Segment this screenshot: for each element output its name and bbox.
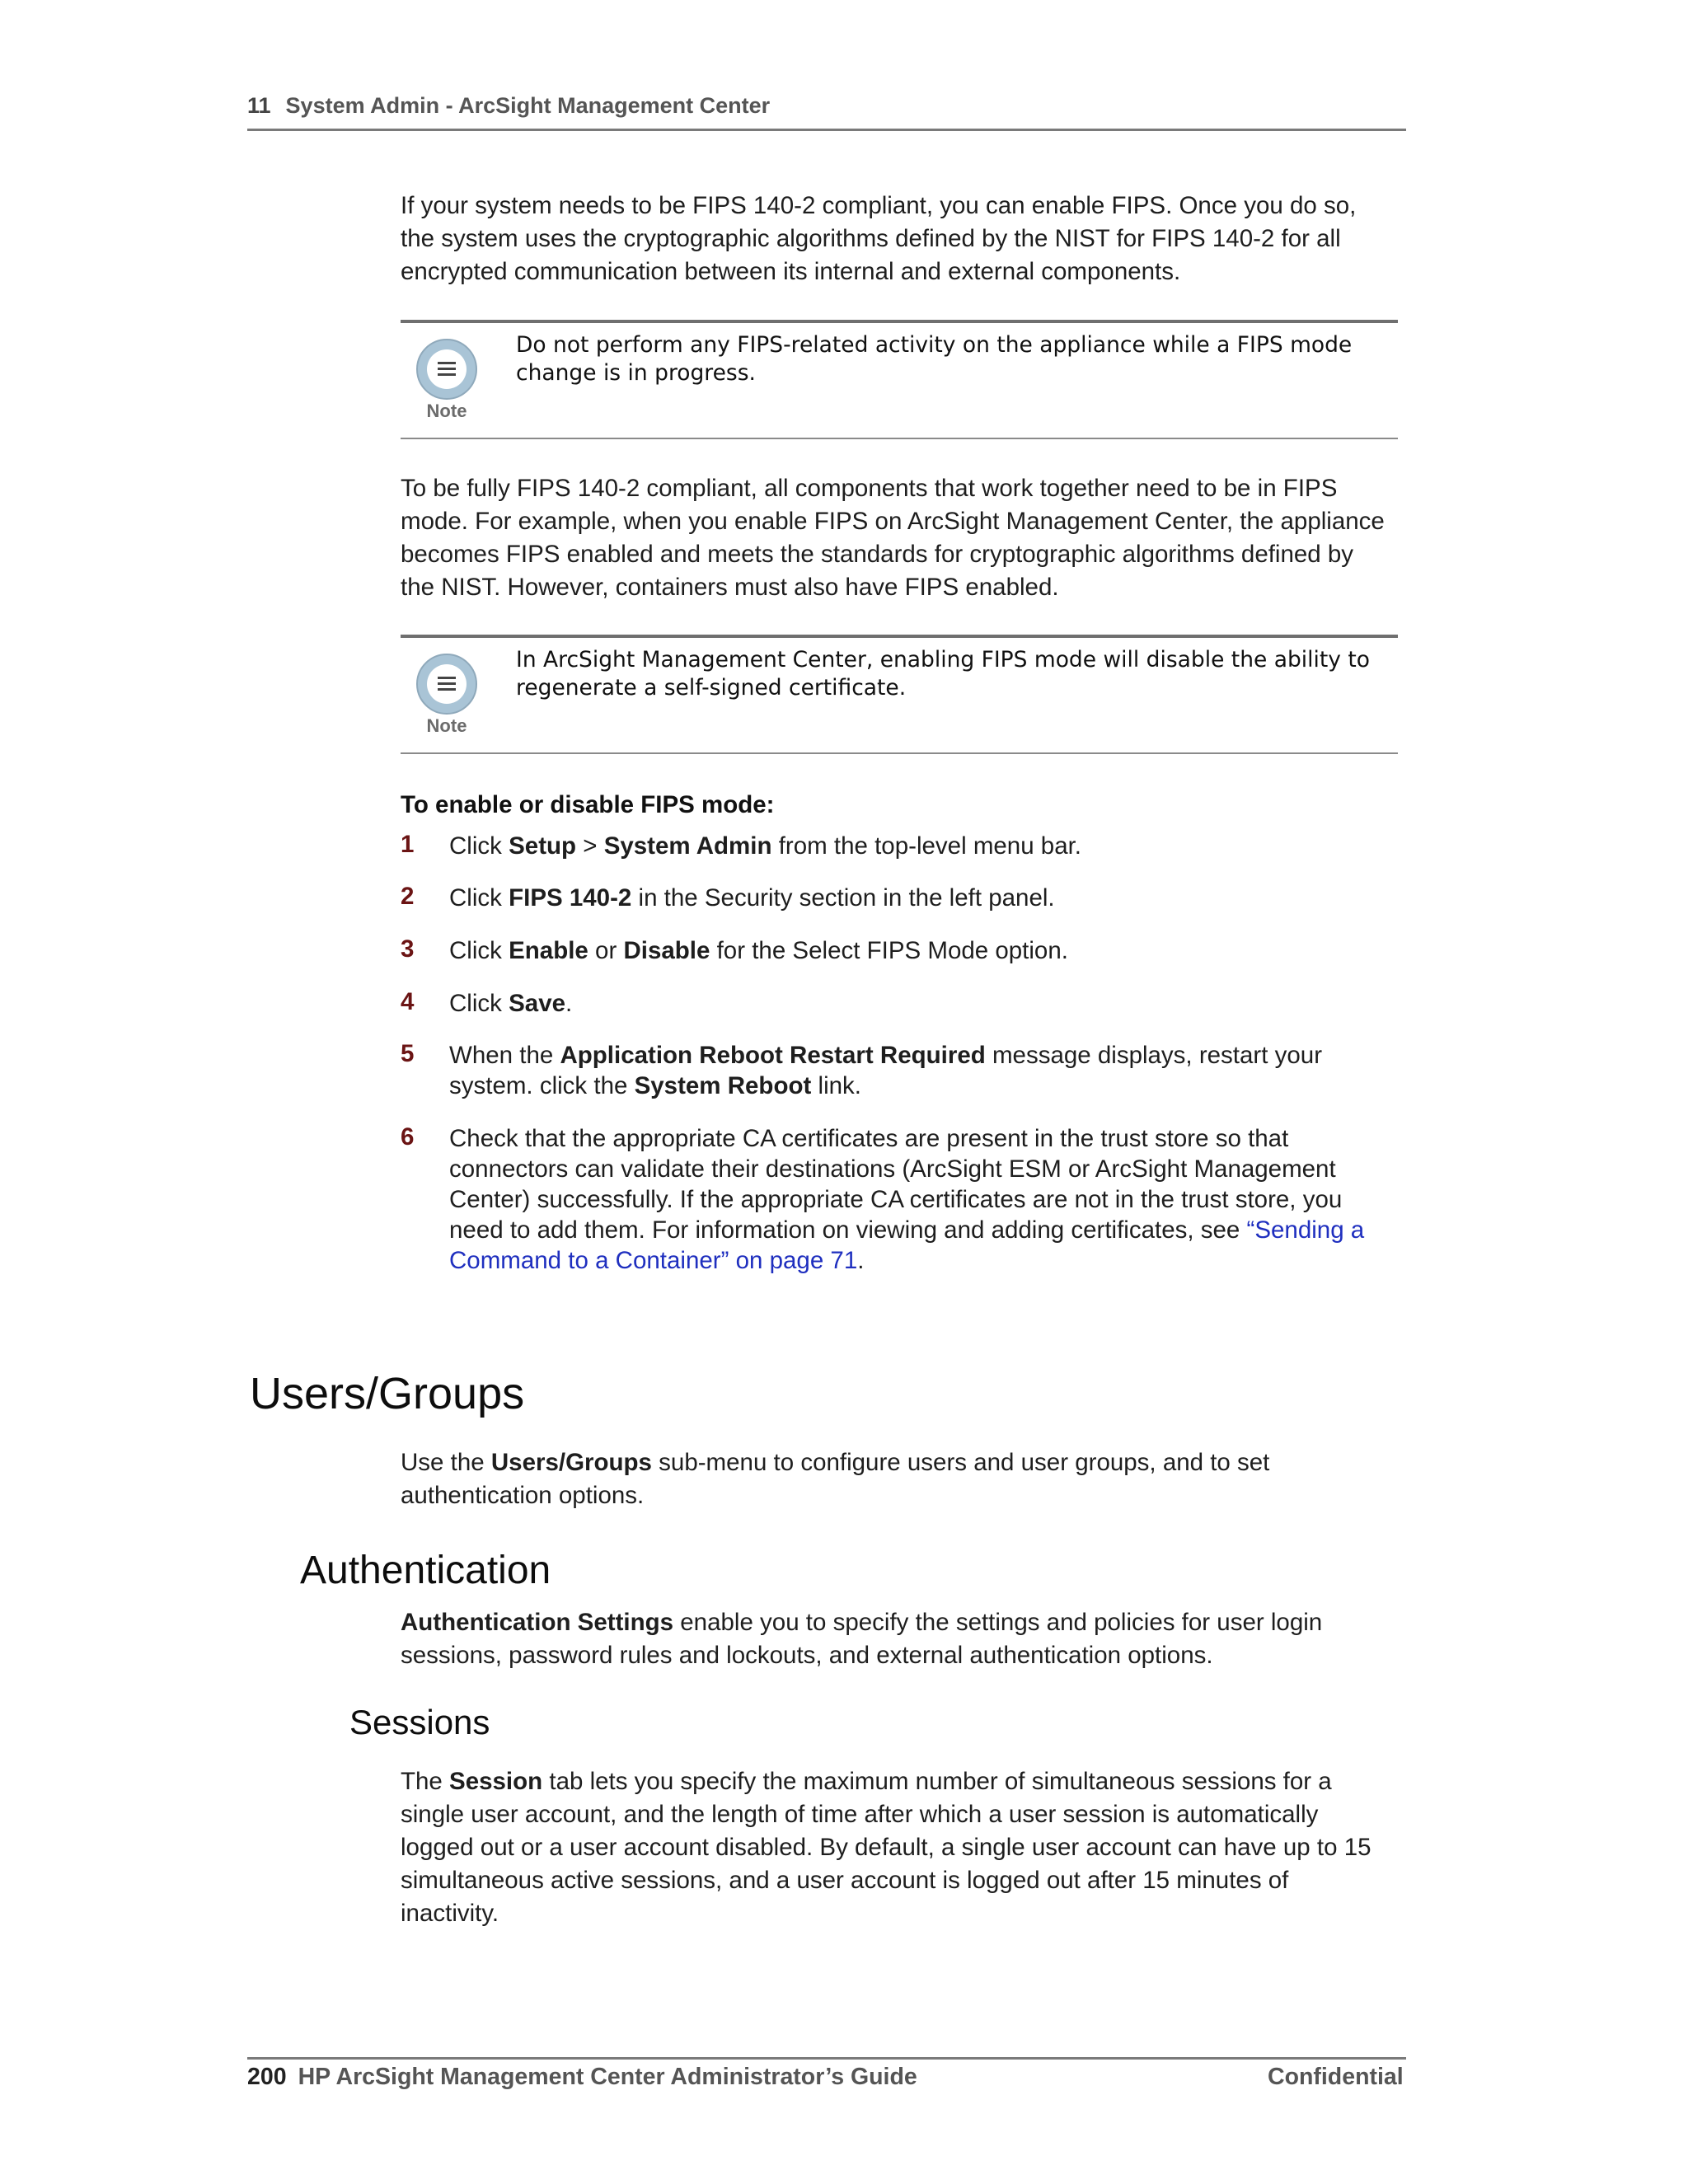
text-line: simultaneous active sessions, and a user account is logged out after 15 minutes of — [401, 1867, 1289, 1894]
text-line: encrypted communication between its internal and external components. — [401, 258, 1181, 285]
text-line: authentication options. — [401, 1482, 645, 1509]
sessions-paragraph — [401, 1765, 1406, 1930]
cross-reference-link[interactable]: Command to a Container” on page 71 — [449, 1247, 858, 1274]
step-text — [449, 831, 1405, 861]
text-line: the system uses the cryptographic algorithms defined by the NIST for FIPS 140-2 for all — [401, 225, 1341, 252]
menu-term: Disable — [623, 937, 710, 964]
text-line: becomes FIPS enabled and meets the standards for cryptographic algorithms defined by — [401, 541, 1354, 568]
message-term: Application Reboot Restart Required — [560, 1042, 986, 1069]
text-line: Do not perform any FIPS-related activity on the appliance while a FIPS mode — [516, 332, 1353, 358]
step-fragment: Click — [449, 990, 509, 1017]
text-line: Center) successfully. If the appropriate CA certificates are not in the trust store, you — [449, 1186, 1343, 1213]
text-line — [449, 1215, 1405, 1245]
note-icon — [412, 653, 483, 743]
step-text — [449, 988, 1405, 1019]
footer-rule — [247, 2057, 1406, 2060]
book-title: HP ArcSight Management Center Administrator’s Guide — [298, 2064, 917, 2090]
text-fragment: The — [401, 1768, 450, 1795]
text-fragment: Use the — [401, 1449, 491, 1476]
subsubsection-heading: Sessions — [349, 1703, 490, 1741]
step-fragment: or — [588, 937, 624, 964]
note-bottom-rule — [401, 438, 1398, 439]
step-text — [449, 883, 1405, 913]
running-header — [247, 93, 1406, 119]
text-line: logged out or a user account disabled. By default, a single user account can have up to 15 — [401, 1834, 1372, 1861]
menu-term: Enable — [509, 937, 588, 964]
procedure-title: To enable or disable FIPS mode: — [401, 791, 775, 818]
confidential-label: Confidential — [1268, 2064, 1404, 2090]
step-number: 5 — [401, 1040, 415, 1067]
page-number: 200 — [247, 2064, 287, 2090]
step-fragment: . — [565, 990, 573, 1017]
authentication-paragraph — [401, 1606, 1406, 1672]
step-fragment: from the top-level menu bar. — [771, 832, 1082, 860]
step-fragment: need to add them. For information on viewing and adding certificates, see — [449, 1216, 1247, 1244]
text-line — [449, 1245, 1405, 1276]
step-number: 3 — [401, 935, 415, 963]
text-line: regenerate a self-signed certificate. — [516, 675, 907, 701]
term: Authentication Settings — [401, 1609, 674, 1636]
text-line: single user account, and the length of time after which a user session is automatically — [401, 1801, 1319, 1828]
text-line: If your system needs to be FIPS 140-2 compliant, you can enable FIPS. Once you do so, — [401, 192, 1357, 219]
intro-paragraph — [401, 190, 1406, 288]
text-fragment: enable you to specify the settings and policies for user login — [673, 1609, 1323, 1636]
text-fragment: sub-menu to configure users and user groups, and to set — [651, 1449, 1270, 1476]
speech-bubble-icon — [412, 338, 483, 429]
step-text — [449, 1040, 1405, 1101]
step-number: 1 — [401, 831, 415, 858]
text-line: In ArcSight Management Center, enabling FIPS mode will disable the ability to — [516, 647, 1370, 673]
note-top-rule — [401, 635, 1398, 638]
step-number: 2 — [401, 883, 415, 910]
note-text — [516, 331, 1406, 387]
note-top-rule — [401, 320, 1398, 323]
note-label: Note — [426, 715, 467, 736]
cross-reference-link[interactable]: “Sending a — [1246, 1216, 1365, 1244]
step-text — [449, 1123, 1405, 1276]
text-line — [401, 1606, 1406, 1639]
section-heading: Users/Groups — [250, 1369, 525, 1418]
text-line: connectors can validate their destinations (ArcSight ESM or ArcSight Management — [449, 1155, 1336, 1183]
tab-term: Session — [449, 1768, 543, 1795]
chapter-number: 11 — [247, 93, 271, 118]
chapter-title: System Admin - ArcSight Management Center — [285, 93, 771, 118]
fips-compliance-paragraph — [401, 472, 1406, 604]
note-bottom-rule — [401, 752, 1398, 754]
menu-term: Users/Groups — [490, 1449, 652, 1476]
text-line: mode. For example, when you enable FIPS on ArcSight Management Center, the appliance — [401, 508, 1385, 535]
users-groups-paragraph — [401, 1446, 1406, 1512]
step-fragment: in the Security section in the left panel. — [631, 884, 1055, 912]
note-text — [516, 646, 1406, 702]
step-fragment: link. — [811, 1072, 861, 1099]
step-fragment: message displays, restart your — [985, 1042, 1323, 1069]
text-line — [449, 1040, 1405, 1071]
step-number: 4 — [401, 988, 415, 1015]
text-line: change is in progress. — [516, 360, 756, 386]
text-line: Check that the appropriate CA certificates are present in the trust store so that — [449, 1125, 1289, 1152]
running-footer — [247, 2064, 917, 2091]
step-fragment: . — [857, 1247, 865, 1274]
text-line: sessions, password rules and lockouts, and external authentication options. — [401, 1642, 1213, 1669]
step-fragment: > — [576, 832, 604, 860]
text-line: inactivity. — [401, 1900, 499, 1927]
step-fragment: When the — [449, 1042, 560, 1069]
subsection-heading: Authentication — [300, 1549, 551, 1592]
text-line — [401, 1765, 1406, 1798]
menu-term: FIPS 140-2 — [509, 884, 632, 912]
note-label: Note — [426, 401, 467, 421]
menu-term: System Admin — [603, 832, 772, 860]
text-fragment: tab lets you specify the maximum number of simultaneous sessions for a — [542, 1768, 1332, 1795]
step-text — [449, 935, 1405, 966]
link-term: System Reboot — [634, 1072, 812, 1099]
step-fragment: for the Select FIPS Mode option. — [710, 937, 1068, 964]
header-rule — [247, 129, 1406, 131]
step-fragment: Click — [449, 832, 509, 860]
menu-term: Setup — [509, 832, 577, 860]
text-line: To be fully FIPS 140-2 compliant, all components that work together need to be in FIPS — [401, 475, 1338, 502]
text-line — [449, 1071, 1405, 1101]
text-line — [401, 1446, 1406, 1479]
step-number: 6 — [401, 1123, 415, 1151]
note-icon — [412, 338, 483, 429]
step-fragment: Click — [449, 884, 509, 912]
text-line: the NIST. However, containers must also have FIPS enabled. — [401, 574, 1059, 601]
step-fragment: Click — [449, 937, 509, 964]
speech-bubble-icon — [412, 653, 483, 743]
menu-term: Save — [509, 990, 566, 1017]
step-fragment: system. click the — [449, 1072, 635, 1099]
